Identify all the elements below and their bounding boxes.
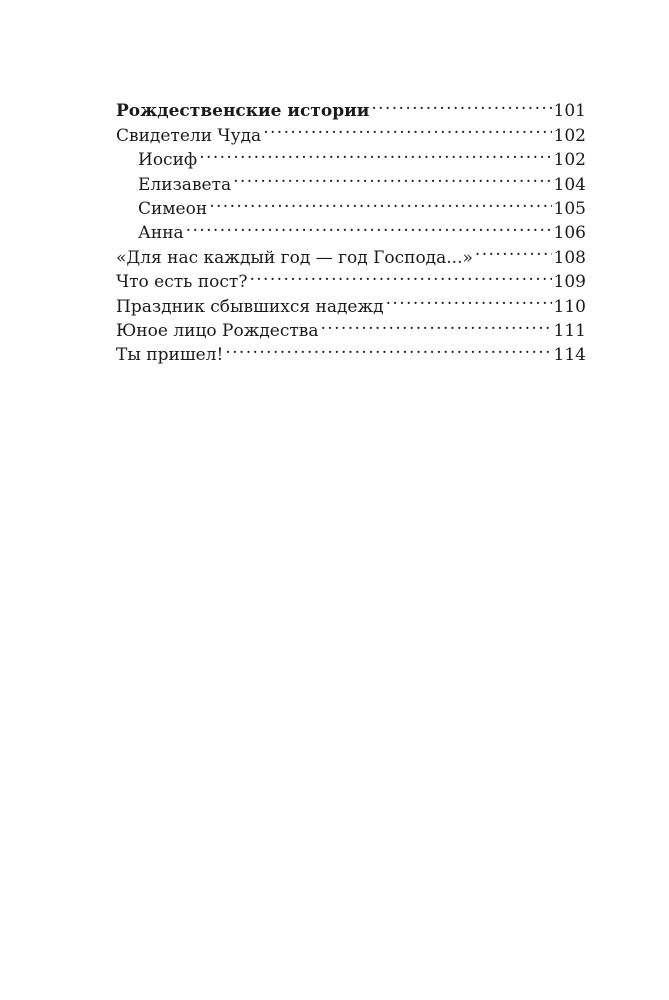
dot-leader xyxy=(199,141,551,165)
toc-subentry xyxy=(116,214,586,244)
toc-entry-page: 108 xyxy=(553,247,586,268)
toc-entry-page: 101 xyxy=(553,101,586,122)
toc-entry-section-heading xyxy=(116,92,586,122)
toc-entry-page: 104 xyxy=(553,174,586,195)
dot-leader xyxy=(186,214,552,238)
dot-leader xyxy=(249,263,551,287)
toc-entry-page: 105 xyxy=(553,198,586,219)
toc-entry-page: 106 xyxy=(553,223,586,244)
toc-entry xyxy=(116,238,586,268)
toc-entry-title: Праздник сбывшихся надежд xyxy=(116,296,384,317)
dot-leader xyxy=(263,116,551,140)
table-of-contents xyxy=(116,92,586,366)
toc-entry-title: Свидетели Чуда xyxy=(116,125,262,146)
toc-entry-title: Иосиф xyxy=(138,150,198,171)
toc-entry-title: Рождественские истории xyxy=(116,101,370,122)
toc-entry-page: 111 xyxy=(553,320,586,341)
toc-entry-title: Что есть пост? xyxy=(116,272,248,293)
toc-entry-page: 102 xyxy=(553,150,586,171)
dot-leader xyxy=(475,238,552,262)
dot-leader xyxy=(233,165,551,189)
dot-leader xyxy=(209,190,551,214)
toc-entry-title: Юное лицо Рождества xyxy=(116,320,319,341)
dot-leader xyxy=(321,312,552,336)
toc-entry-title: Анна xyxy=(138,223,184,244)
toc-entry-page: 114 xyxy=(553,345,586,366)
dot-leader xyxy=(371,92,551,116)
dot-leader xyxy=(225,336,551,360)
dot-leader xyxy=(386,287,552,311)
toc-entry-title: Ты пришел! xyxy=(116,345,224,366)
toc-entry-page: 109 xyxy=(553,272,586,293)
toc-entry-title: «Для нас каждый год — год Господа...» xyxy=(116,247,473,268)
toc-entry-title: Симеон xyxy=(138,198,208,219)
toc-entry-page: 102 xyxy=(553,125,586,146)
toc-entry-title: Елизавета xyxy=(138,174,232,195)
toc-entry-page: 110 xyxy=(553,296,586,317)
